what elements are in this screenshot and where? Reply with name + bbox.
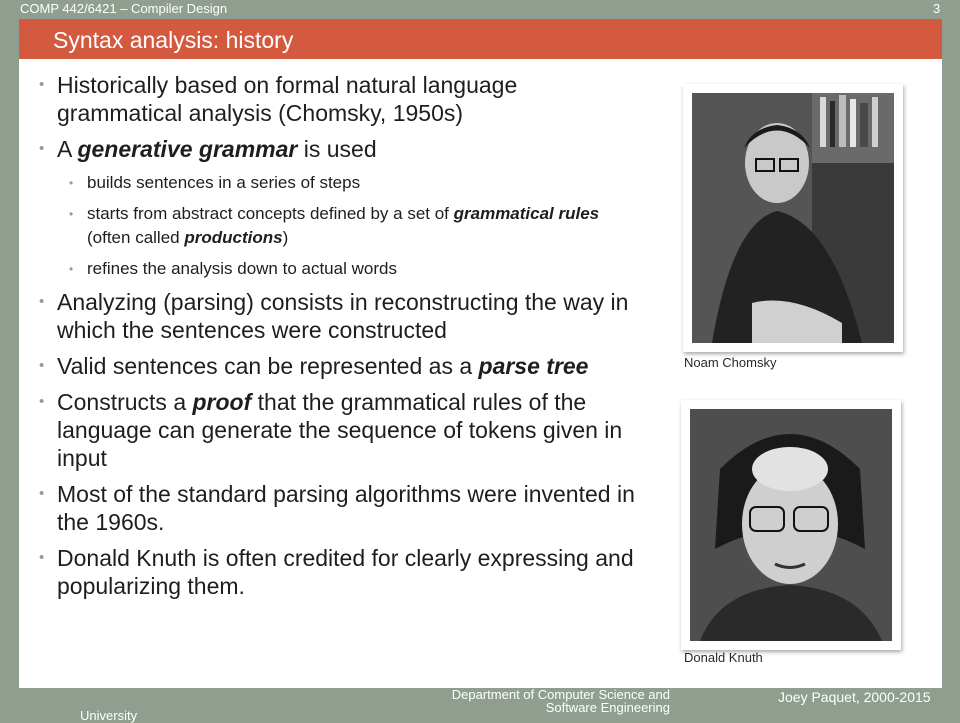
title-bar xyxy=(19,19,942,59)
bullet-text: Valid sentences can be represented as a xyxy=(57,353,479,379)
bullet-item xyxy=(39,388,639,472)
sub-bullet-text: refines the analysis down to actual words xyxy=(87,259,397,278)
sub-bullet-text: (often called xyxy=(87,228,185,247)
footer-department: Department of Computer Science and Software Engineering xyxy=(451,687,670,715)
knuth-portrait xyxy=(690,409,892,641)
sub-bullet-item xyxy=(39,171,639,195)
sub-bullet-text: starts from abstract concepts defined by a set of xyxy=(87,204,454,223)
knuth-caption: Donald Knuth xyxy=(684,650,763,665)
sub-bullet-item xyxy=(39,257,639,281)
bullet-text: is used xyxy=(297,136,377,162)
bullet-text: Constructs a xyxy=(57,389,193,415)
bullet-item xyxy=(39,288,639,344)
bullet-item xyxy=(39,480,639,536)
bullet-text: Most of the standard parsing algorithms were invented in the 1960s. xyxy=(57,481,635,535)
bullet-item xyxy=(39,544,639,600)
bullet-emphasis: parse tree xyxy=(478,353,589,379)
page-number: 3 xyxy=(933,1,941,16)
bullet-text: that the grammatical rules of the language can generate the sequence of tokens given in input xyxy=(57,389,623,471)
footer-author: Joey Paquet, 2000-2015 xyxy=(778,689,931,705)
slide-body xyxy=(19,59,942,700)
knuth-photo xyxy=(681,400,901,650)
bullet-emphasis: generative grammar xyxy=(77,136,298,162)
chomsky-portrait xyxy=(692,93,894,343)
bullet-text: Analyzing (parsing) consists in reconstructing the way in which the sentences were constructed xyxy=(57,289,629,343)
bullet-list xyxy=(39,71,639,608)
bullet-text: Historically based on formal natural language grammatical analysis (Chomsky, 1950s) xyxy=(57,72,518,126)
bullet-item xyxy=(39,352,639,380)
sub-bullet-text: ) xyxy=(282,228,289,247)
sub-bullet-item xyxy=(39,202,639,250)
bullet-item xyxy=(39,135,639,163)
chomsky-photo xyxy=(683,84,903,352)
slide-title: Syntax analysis: history xyxy=(53,27,294,53)
bullet-item xyxy=(39,71,639,127)
bullet-text: Donald Knuth is often credited for clearly expressing and popularizing them. xyxy=(57,545,634,599)
bullet-emphasis: proof xyxy=(192,389,252,415)
sub-bullet-emphasis: grammatical rules xyxy=(453,204,600,223)
sub-bullet-emphasis: productions xyxy=(184,228,283,247)
course-label: COMP 442/6421 – Compiler Design xyxy=(20,1,228,16)
bullet-text: A xyxy=(57,136,78,162)
sub-bullet-text: builds sentences in a series of steps xyxy=(87,173,361,192)
footer-university: University xyxy=(80,708,138,723)
footer xyxy=(0,687,960,723)
chomsky-caption: Noam Chomsky xyxy=(684,355,777,370)
